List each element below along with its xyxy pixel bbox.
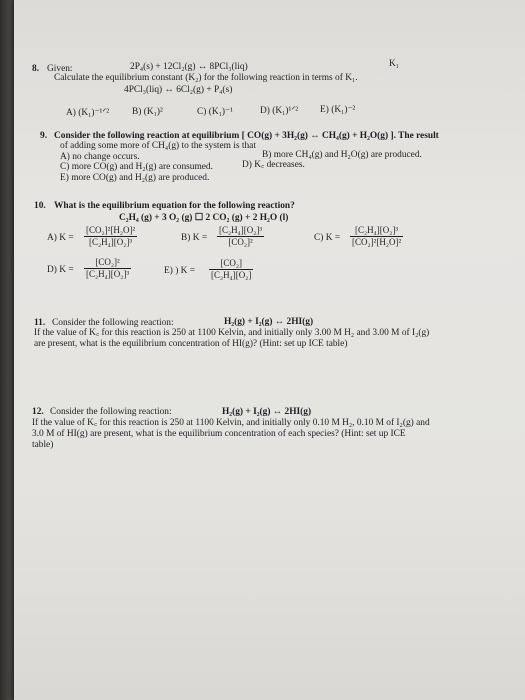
q10-option-b-numerator: [C₂H₄][O₂]³ bbox=[219, 225, 263, 235]
q8-number: 8. bbox=[32, 64, 40, 74]
q8-k1-label: K₁ bbox=[389, 59, 400, 69]
q12-line4: table) bbox=[32, 440, 54, 450]
q8-target-reaction: 4PCl₃(liq) ↔ 6Cl₂(g) + P₄(s) bbox=[124, 85, 233, 95]
q9-choice-b: B) more CH₄(g) and H₂O(g) are produced. bbox=[262, 150, 422, 160]
q12-line2: If the value of K꜀ for this reaction is 250 at 1100 Kelvin, and initially only 0.10 M H₂, 0.10 M of I₂(g) and bbox=[32, 418, 430, 428]
q12-reaction: H₂(g) + I₂(g) ↔ 2HI(g) bbox=[222, 407, 312, 417]
q10-option-d-prefix: D) K = bbox=[47, 265, 74, 275]
q11-line2: If the value of K꜀ for this reaction is 250 at 1100 Kelvin, and initially only 3.00 M H₂ and 3.00 M of I₂(g) bbox=[34, 328, 430, 338]
q10-option-c-prefix: C) K = bbox=[314, 233, 341, 243]
q9-choice-a: A) no change occurs. bbox=[60, 152, 140, 162]
q8-choice-e: E) (K₁)⁻² bbox=[320, 105, 356, 115]
q10-option-b-prefix: B) K = bbox=[181, 233, 208, 243]
q10-option-c-numerator: [C₂H₄][O₂]³ bbox=[350, 225, 403, 237]
q8-given-reaction: 2P₄(s) + 12Cl₂(g) ↔ 8PCl₃(liq) bbox=[130, 62, 248, 72]
q9-number: 9. bbox=[40, 131, 48, 141]
q10-option-e-denominator: [C₂H₄][O₂] bbox=[211, 270, 252, 280]
q12-number: 12. bbox=[32, 407, 44, 417]
q10-option-e-numerator: [CO₂] bbox=[209, 258, 253, 270]
q11-number: 11. bbox=[34, 318, 46, 328]
q10-option-c-fraction bbox=[350, 225, 403, 248]
q11-reaction: H₂(g) + I₂(g) ↔ 2HI(g) bbox=[224, 317, 314, 327]
q11-line3: are present, what is the equilibrium concentration of HI(g)? (Hint: set up ICE table) bbox=[34, 339, 348, 349]
q10-option-e-prefix: E) ) K = bbox=[164, 266, 196, 276]
q8-choice-c: C) (K₁)⁻¹ bbox=[197, 107, 233, 117]
q10-option-b-denominator: [CO₂]² bbox=[228, 237, 253, 247]
q10-option-d-denominator: [C₂H₄][O₂]³ bbox=[86, 269, 130, 279]
q8-choice-a: A) (K₁)⁻¹ᐟ² bbox=[66, 108, 110, 118]
q12-lead: Consider the following reaction: bbox=[50, 407, 172, 417]
q10-option-a-prefix: A) K = bbox=[47, 233, 74, 243]
q10-option-c-denominator: [CO₂]²[H₂O]² bbox=[352, 237, 402, 247]
q8-choice-d: D) (K₁)¹ᐟ² bbox=[260, 106, 299, 116]
q10-option-d-fraction bbox=[84, 257, 131, 280]
q8-given-label: Given: bbox=[47, 64, 73, 74]
q10-option-b-fraction bbox=[217, 225, 264, 248]
q8-choice-b: B) (K₁)² bbox=[132, 107, 163, 117]
q10-reaction: C₂H₄ (g) + 3 O₂ (g) ☐ 2 CO₂ (g) + 2 H₂O (l) bbox=[119, 213, 289, 223]
q10-option-a-denominator: [C₂H₄][O₂]³ bbox=[89, 237, 133, 247]
worksheet-page bbox=[14, 0, 525, 700]
q12-line3: 3.0 M of HI(g) are present, what is the equilibrium concentration of each species? (Hint: set up ICE bbox=[32, 429, 406, 439]
q10-option-d-numerator: [CO₂]² bbox=[84, 257, 131, 269]
q9-line1: Consider the following reaction at equilibrium [ CO(g) + 3H₂(g) ↔ CH₄(g) + H₂O(g) ]. The result bbox=[54, 131, 439, 141]
q10-option-a-numerator: [CO₂]²[H₂O]² bbox=[86, 225, 136, 235]
q9-choice-c: C) more CO(g) and H₂(g) are consumed. bbox=[60, 162, 213, 172]
q10-number: 10. bbox=[34, 201, 46, 211]
q9-line2: of adding some more of CH₄(g) to the system is that bbox=[60, 141, 256, 151]
q10-option-e-fraction bbox=[209, 258, 253, 281]
q8-instruction: Calculate the equilibrium constant (K₂) for the following reaction in terms of K₁. bbox=[54, 73, 358, 83]
q10-question: What is the equilibrium equation for the following reaction? bbox=[54, 201, 295, 211]
q9-choice-d: D) K꜀ decreases. bbox=[242, 160, 305, 170]
q9-choice-e: E) more CO(g) and H₂(g) are produced. bbox=[60, 173, 210, 183]
q10-option-a-fraction bbox=[84, 225, 137, 248]
q11-lead: Consider the following reaction: bbox=[52, 318, 174, 328]
